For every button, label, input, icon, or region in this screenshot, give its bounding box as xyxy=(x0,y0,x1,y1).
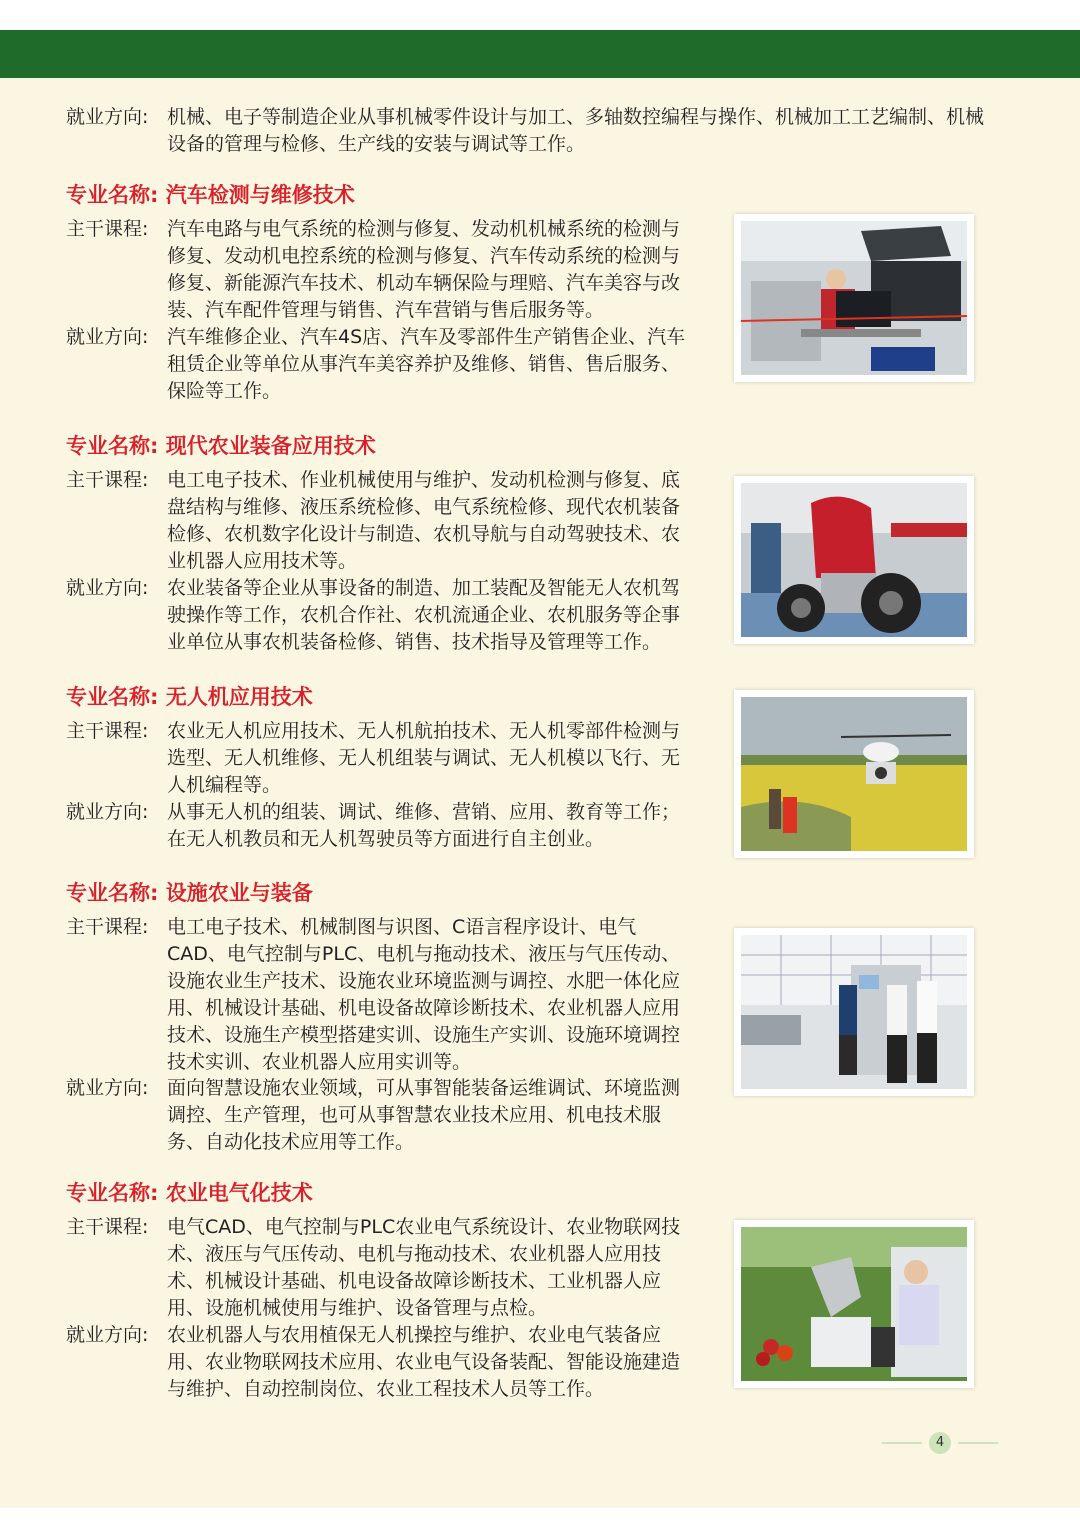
courses-text: 汽车电路与电气系统的检测与修复、发动机机械系统的检测与修复、发动机电控系统的检测与修复、汽车传动系统的检测与修复、新能源汽车技术、机动车辆保险与理赔、汽车美容与改装、汽车配件管理与销售、汽车营销与售后服务等。 xyxy=(167,218,681,321)
section-title xyxy=(66,1178,313,1208)
header-band xyxy=(0,30,1080,78)
drone-photo xyxy=(734,690,974,858)
jobs-label: 就业方向: xyxy=(66,577,149,599)
jobs-text: 农业装备等企业从事设备的制造、加工装配及智能无人农机驾驶操作等工作，农机合作社、农机流通企业、农机服务等企事业单位从事农机装备检修、销售、技术指导及管理等工作。 xyxy=(167,577,681,653)
car-repair-photo xyxy=(734,214,974,382)
major-name: 无人机应用技术 xyxy=(165,685,313,709)
jobs-label: 就业方向: xyxy=(66,326,149,348)
courses-text: 电工电子技术、机械制图与识图、C语言程序设计、电气CAD、电气控制与PLC、电机与拖动技术、液压与气压传动、设施农业生产技术、设施农业环境监测与调控、水肥一体化应用、机械设计基础、机电设备故障诊断技术、农业机器人应用技术、设施生产模型搭建实训、设施生产实训、设施环境调控技术实训、农业机器人应用实训等。 xyxy=(167,916,681,1073)
major-label: 专业名称: xyxy=(66,1181,159,1205)
section-title xyxy=(66,682,313,712)
tractor-photo xyxy=(734,476,974,644)
jobs-text: 面向智慧设施农业领域，可从事智能装备运维调试、环境监测调控、生产管理，也可从事智慧农业技术应用、机电技术服务、自动化技术应用等工作。 xyxy=(167,1077,681,1153)
major-name: 设施农业与装备 xyxy=(165,881,313,905)
major-name: 农业电气化技术 xyxy=(165,1181,313,1205)
courses-label: 主干课程: xyxy=(66,469,149,491)
section-title xyxy=(66,431,376,461)
jobs-text: 汽车维修企业、汽车4S店、汽车及零部件生产销售企业、汽车租赁企业等单位从事汽车美容养护及维修、销售、售后服务、保险等工作。 xyxy=(167,326,686,402)
courses-text: 电气CAD、电气控制与PLC农业电气系统设计、农业物联网技术、液压与气压传动、电机与拖动技术、农业机器人应用技术、机械设计基础、机电设备故障诊断技术、工业机器人应用、设施机械使用与维护、设备管理与点检。 xyxy=(167,1216,681,1319)
courses-label: 主干课程: xyxy=(66,720,149,742)
top-margin xyxy=(0,0,1080,30)
bottom-margin xyxy=(0,1508,1080,1538)
major-label: 专业名称: xyxy=(66,881,159,905)
jobs-text: 从事无人机的组装、调试、维修、营销、应用、教育等工作；在无人机教员和无人机驾驶员等方面进行自主创业。 xyxy=(167,801,681,850)
robot-arm-photo xyxy=(734,1220,974,1388)
section-title xyxy=(66,180,355,210)
major-name: 现代农业装备应用技术 xyxy=(165,434,376,458)
courses-label: 主干课程: xyxy=(66,1216,149,1238)
section-title xyxy=(66,878,313,908)
courses-text: 电工电子技术、作业机械使用与维护、发动机检测与修复、底盘结构与维修、液压系统检修、电气系统检修、现代农机装备检修、农机数字化设计与制造、农机导航与自动驾驶技术、农业机器人应用技术等。 xyxy=(167,469,681,572)
major-label: 专业名称: xyxy=(66,183,159,207)
major-name: 汽车检测与维修技术 xyxy=(165,183,355,207)
jobs-label: 就业方向: xyxy=(66,801,149,823)
intro-jobs-text: 机械、电子等制造企业从事机械零件设计与加工、多轴数控编程与操作、机械加工工艺编制、机械设备的管理与检修、生产线的安装与调试等工作。 xyxy=(167,106,985,155)
jobs-text: 农业机器人与农用植保无人机操控与维护、农业电气装备应用、农业物联网技术应用、农业电气设备装配、智能设施建造与维护、自动控制岗位、农业工程技术人员等工作。 xyxy=(167,1324,681,1400)
major-label: 专业名称: xyxy=(66,434,159,458)
page-number-line-left xyxy=(882,1442,922,1444)
jobs-label: 就业方向: xyxy=(66,1077,149,1099)
courses-label: 主干课程: xyxy=(66,218,149,240)
page-number: 4 xyxy=(929,1432,951,1454)
jobs-label: 就业方向: xyxy=(66,1324,149,1346)
greenhouse-photo xyxy=(734,928,974,1096)
major-label: 专业名称: xyxy=(66,685,159,709)
jobs-label: 就业方向: xyxy=(66,106,149,128)
courses-label: 主干课程: xyxy=(66,916,149,938)
courses-text: 农业无人机应用技术、无人机航拍技术、无人机零部件检测与选型、无人机维修、无人机组装与调试、无人机模以飞行、无人机编程等。 xyxy=(167,720,681,796)
page-number-line-right xyxy=(958,1442,998,1444)
